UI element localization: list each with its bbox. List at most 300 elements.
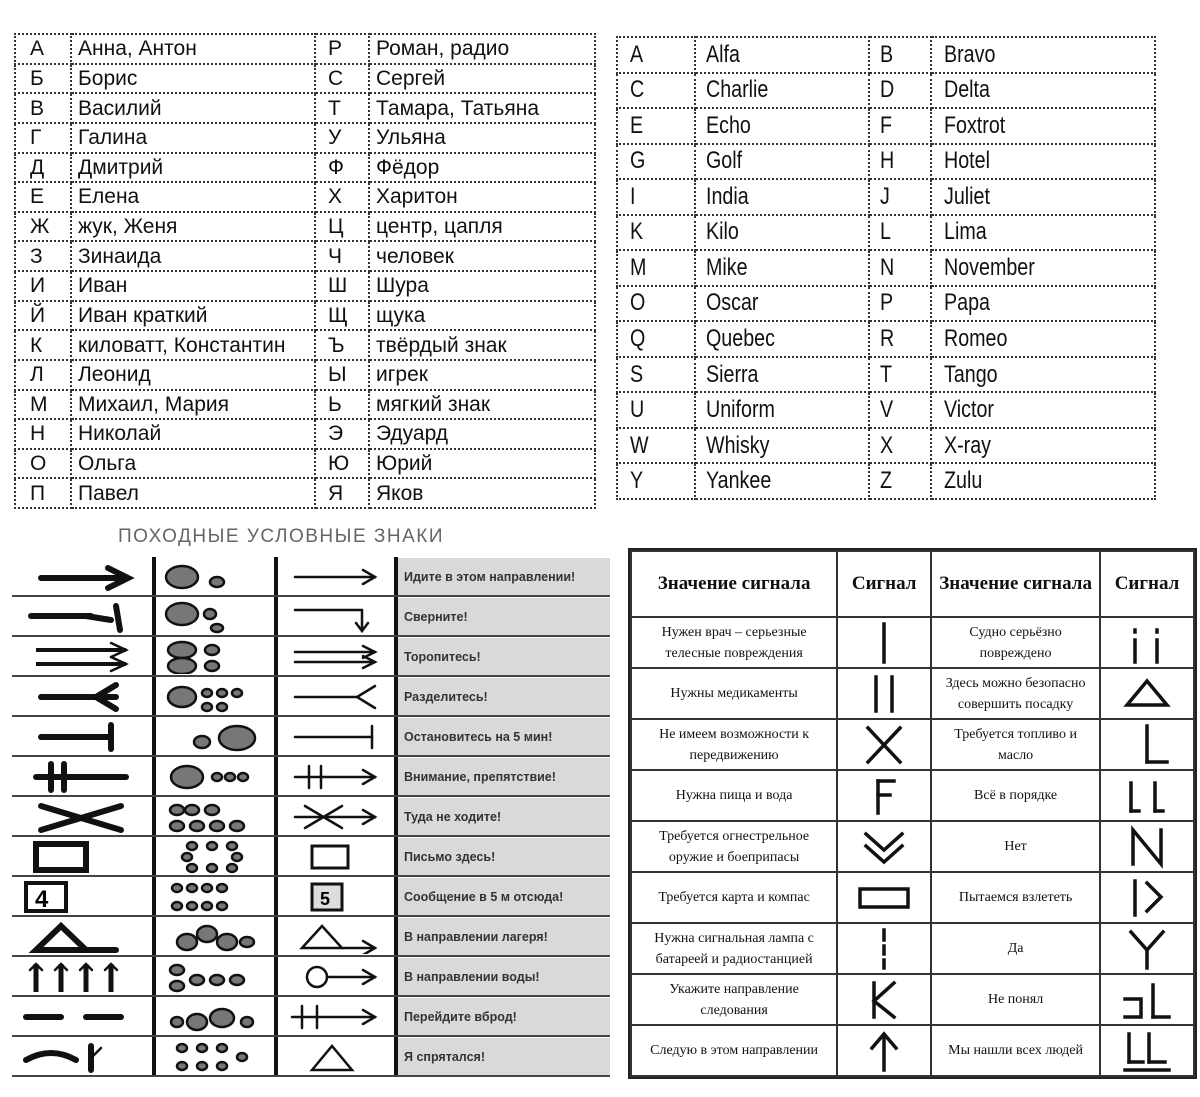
letter-cell: С [315, 64, 369, 94]
single-bar-icon [854, 620, 914, 666]
table-row [631, 821, 1194, 872]
branch-sign-icon [16, 800, 146, 834]
cell-text: X-ray [944, 431, 992, 459]
trail-sign-meaning: Внимание, препятствие! [398, 758, 610, 795]
table-row [15, 390, 595, 420]
letter-cell: Д [15, 153, 71, 183]
signal-meaning-left: Нужна сигнальная лампа с батареей и радиостанцией [631, 923, 837, 974]
letter-cell: Ы [315, 360, 369, 390]
letter-cell [869, 321, 931, 357]
cell-text: I [630, 182, 636, 210]
square-icon [287, 840, 387, 874]
table-row [631, 872, 1194, 923]
trail-sign-meaning: Туда не ходите! [398, 798, 610, 835]
signal-meaning-right: Мы нашли всех людей [931, 1025, 1100, 1076]
header-meaning-right: Значение сигнала [931, 551, 1100, 617]
word-cell: киловатт, Константин [71, 330, 315, 360]
stone-sign-icon [162, 920, 272, 954]
signal-meaning-right: Не понял [931, 974, 1100, 1025]
row-divider [12, 955, 610, 957]
letter-cell: Э [315, 419, 369, 449]
letter-cell: Г [15, 123, 71, 153]
stone-sign-icon [162, 640, 272, 674]
letter-cell [869, 392, 931, 428]
word-cell: Борис [71, 64, 315, 94]
row-divider [12, 635, 610, 637]
branch-sign-icon [16, 760, 146, 794]
signal-meaning-left: Нужен врач – серьезные телесные повреждения [631, 617, 837, 668]
circle-arrow-icon [287, 960, 387, 994]
signal-meaning-left: Не имеем возможности к передвижению [631, 719, 837, 770]
word-cell [931, 144, 1155, 180]
cell-text: Q [630, 325, 646, 353]
word-cell: центр, цапля [369, 212, 595, 242]
branch-sign-icon [16, 920, 146, 954]
K-mark-icon [854, 977, 914, 1023]
letter-cell [869, 250, 931, 286]
letter-cell [617, 250, 695, 286]
cell-text: V [880, 396, 894, 424]
obstacle-cross-arrow-icon [287, 760, 387, 794]
letter-cell: Х [315, 182, 369, 212]
signal-meaning-right: Всё в порядке [931, 770, 1100, 821]
turn-arrow-icon [287, 600, 387, 634]
letter-cell: Ю [315, 449, 369, 479]
signal-meaning-left: Нужна пища и вода [631, 770, 837, 821]
table-row [617, 144, 1155, 180]
cell-text: O [630, 289, 646, 317]
table-row [617, 108, 1155, 144]
trail-signs-title: ПОХОДНЫЕ УСЛОВНЫЕ ЗНАКИ [118, 526, 445, 547]
header-meaning-left: Значение сигнала [631, 551, 837, 617]
word-cell: Яков [369, 478, 595, 508]
word-cell: Василий [71, 93, 315, 123]
word-cell: Анна, Антон [71, 34, 315, 64]
cell-text: L [880, 218, 891, 246]
branch-sign-icon [16, 880, 146, 914]
word-cell [695, 215, 869, 251]
letter-cell: А [15, 34, 71, 64]
word-cell: Галина [71, 123, 315, 153]
word-cell [931, 357, 1155, 393]
letter-cell [869, 286, 931, 322]
trail-sign-meaning: Идите в этом направлении! [398, 558, 610, 595]
letter-cell [617, 286, 695, 322]
letter-cell: П [15, 478, 71, 508]
signal-cell-left [837, 821, 931, 872]
cell-text: Hotel [944, 147, 990, 175]
word-cell: Дмитрий [71, 153, 315, 183]
table-row [631, 1025, 1194, 1076]
word-cell: Эдуард [369, 419, 595, 449]
trail-signs-grid [12, 557, 610, 1077]
table-row [631, 974, 1194, 1025]
cell-text: Tango [944, 360, 998, 388]
table-row [15, 478, 595, 508]
cell-text: Mike [706, 253, 748, 281]
letter-cell: Л [15, 360, 71, 390]
up-arrow-icon [854, 1028, 914, 1074]
trail-sign-meaning: Разделитесь! [398, 678, 610, 715]
cell-text: J [880, 182, 890, 210]
trail-sign-meaning: В направлении воды! [398, 958, 610, 995]
table-row [617, 463, 1155, 499]
word-cell [695, 428, 869, 464]
signal-cell-right [1100, 872, 1194, 923]
branch-sign-icon [16, 600, 146, 634]
letter-cell [617, 392, 695, 428]
cell-text: Y [630, 467, 644, 495]
letter-cell: О [15, 449, 71, 479]
row-divider [12, 1035, 610, 1037]
cell-text: Uniform [706, 396, 775, 424]
cell-text: Golf [706, 147, 743, 175]
cell-text: K [630, 218, 644, 246]
letter-cell: М [15, 390, 71, 420]
table-row [617, 215, 1155, 251]
letter-cell: Б [15, 64, 71, 94]
cell-text: Charlie [706, 76, 769, 104]
cell-text: Zulu [944, 467, 983, 495]
letter-cell: Т [315, 93, 369, 123]
flag-mark-icon [1117, 875, 1177, 921]
word-cell: Роман, радио [369, 34, 595, 64]
stone-sign-icon [162, 760, 272, 794]
letter-cell: З [15, 241, 71, 271]
word-cell: Харитон [369, 182, 595, 212]
table-row [631, 617, 1194, 668]
table-row [631, 770, 1194, 821]
letter-cell [869, 144, 931, 180]
cell-text: Whisky [706, 431, 770, 459]
signal-cell-right [1100, 770, 1194, 821]
letter-cell: Ц [315, 212, 369, 242]
cell-text: H [880, 147, 895, 175]
word-cell: Ульяна [369, 123, 595, 153]
table-row [15, 64, 595, 94]
row-divider [12, 715, 610, 717]
letter-cell: И [15, 271, 71, 301]
table-row [15, 360, 595, 390]
branch-arrow-icon [287, 560, 387, 594]
trail-sign-meaning: Торопитесь! [398, 638, 610, 675]
signal-cell-right [1100, 668, 1194, 719]
cell-text: Echo [706, 111, 751, 139]
branch-sign-icon [16, 560, 146, 594]
word-cell [931, 428, 1155, 464]
cell-text: Delta [944, 76, 990, 104]
trail-sign-meaning: Сообщение в 5 м отсюда! [398, 878, 610, 915]
row-divider [12, 915, 610, 917]
ford-arrow-icon [287, 1000, 387, 1034]
cell-text: Z [880, 467, 893, 495]
cell-text: November [944, 253, 1035, 281]
letter-cell [869, 357, 931, 393]
table-row [617, 392, 1155, 428]
stone-sign-icon [162, 720, 272, 754]
letter-cell [869, 463, 931, 499]
table-row [15, 419, 595, 449]
signal-cell-right [1100, 719, 1194, 770]
stone-sign-icon [162, 680, 272, 714]
cell-text: S [630, 360, 644, 388]
trail-signs-panel [6, 520, 606, 1080]
header-signal-right: Сигнал [1100, 551, 1194, 617]
table-row [15, 93, 595, 123]
double-chevron-icon [854, 824, 914, 870]
table-row [15, 301, 595, 331]
nato-table-grid [616, 36, 1156, 500]
letter-cell: Е [15, 182, 71, 212]
N-mark-icon [1117, 824, 1177, 870]
word-cell: Леонид [71, 360, 315, 390]
word-cell [695, 463, 869, 499]
cell-text: R [880, 325, 895, 353]
branch-sign-icon [16, 720, 146, 754]
ground-signals-table [628, 548, 1197, 1079]
word-cell: Иван [71, 271, 315, 301]
cell-text: U [630, 396, 645, 424]
letter-cell: У [315, 123, 369, 153]
cell-text: T [880, 360, 893, 388]
cell-text: Papa [944, 289, 990, 317]
table-row [617, 37, 1155, 73]
letter-cell [869, 215, 931, 251]
table-row [617, 250, 1155, 286]
word-cell [695, 357, 869, 393]
cell-text: B [880, 40, 894, 68]
letter-cell [617, 73, 695, 109]
cell-text: Foxtrot [944, 111, 1006, 139]
word-cell: щука [369, 301, 595, 331]
row-divider [12, 595, 610, 597]
branch-sign-icon [16, 680, 146, 714]
cell-text: India [706, 182, 749, 210]
row-divider [12, 755, 610, 757]
word-cell [695, 108, 869, 144]
trail-sign-meaning: Письмо здесь! [398, 838, 610, 875]
branch-sign-icon [16, 1040, 146, 1074]
word-cell [695, 286, 869, 322]
word-cell: игрек [369, 360, 595, 390]
word-cell [695, 37, 869, 73]
dashed-bar-icon [854, 926, 914, 972]
word-cell: человек [369, 241, 595, 271]
letter-cell: К [15, 330, 71, 360]
branch-sign-icon [16, 1000, 146, 1034]
word-cell: Иван краткий [71, 301, 315, 331]
signal-cell-left [837, 1025, 931, 1076]
cell-text: G [630, 147, 646, 175]
letter-cell: Я [315, 478, 369, 508]
signal-cell-left [837, 923, 931, 974]
row-divider [12, 875, 610, 877]
LL-underlined-mark-icon [1117, 1028, 1177, 1074]
word-cell: Павел [71, 478, 315, 508]
signal-meaning-left: Укажите направление следования [631, 974, 837, 1025]
cell-text: A [630, 40, 644, 68]
word-cell [931, 215, 1155, 251]
word-cell [695, 144, 869, 180]
letter-cell: Ж [15, 212, 71, 242]
word-cell: Николай [71, 419, 315, 449]
nato-phonetic-table [616, 36, 1156, 500]
letter-cell [869, 179, 931, 215]
double-arrow-icon [287, 640, 387, 674]
signal-meaning-left: Нужны медикаменты [631, 668, 837, 719]
branch-sign-icon [16, 640, 146, 674]
cell-text: Bravo [944, 40, 996, 68]
cell-text: Lima [944, 218, 987, 246]
stone-sign-icon [162, 1000, 272, 1034]
table-row [617, 286, 1155, 322]
letter-cell [617, 463, 695, 499]
word-cell: Елена [71, 182, 315, 212]
table-row [617, 179, 1155, 215]
word-cell: Сергей [369, 64, 595, 94]
letter-cell [869, 73, 931, 109]
stone-sign-icon [162, 560, 272, 594]
word-cell [931, 73, 1155, 109]
word-cell: твёрдый знак [369, 330, 595, 360]
cell-text: D [880, 76, 895, 104]
cell-text: M [630, 253, 647, 281]
table-row [15, 34, 595, 64]
letter-cell [869, 37, 931, 73]
row-divider [12, 995, 610, 997]
table-row [15, 153, 595, 183]
signal-meaning-right: Да [931, 923, 1100, 974]
ground-signals-header-row [631, 551, 1194, 617]
double-bar-icon [854, 671, 914, 717]
signal-cell-left [837, 719, 931, 770]
letter-cell [617, 37, 695, 73]
split-arrow-icon [287, 680, 387, 714]
cell-text: Romeo [944, 325, 1008, 353]
trail-sign-digit: 5 [320, 889, 331, 909]
row-divider [12, 795, 610, 797]
stone-sign-icon [162, 960, 272, 994]
word-cell [931, 463, 1155, 499]
signal-meaning-left: Требуется огнестрельное оружие и боеприпасы [631, 821, 837, 872]
table-row [617, 321, 1155, 357]
cell-text: E [630, 111, 644, 139]
letter-cell: В [15, 93, 71, 123]
stone-sign-icon [162, 1040, 272, 1074]
Y-mark-icon [1117, 926, 1177, 972]
letter-cell: Ъ [315, 330, 369, 360]
signal-meaning-right: Требуется топливо и масло [931, 719, 1100, 770]
stone-sign-icon [162, 840, 272, 874]
trail-sign-meaning: В направлении лагеря! [398, 918, 610, 955]
word-cell [695, 392, 869, 428]
table-row [15, 182, 595, 212]
signal-cell-left [837, 770, 931, 821]
word-cell [695, 73, 869, 109]
word-cell: Юрий [369, 449, 595, 479]
word-cell [931, 37, 1155, 73]
triangle-icon [1117, 671, 1177, 717]
stone-sign-icon [162, 880, 272, 914]
L-mark-icon [1117, 722, 1177, 768]
trail-sign-meaning: Я спрятался! [398, 1038, 610, 1075]
word-cell [931, 179, 1155, 215]
letter-cell: Й [15, 301, 71, 331]
table-row [15, 271, 595, 301]
signal-cell-left [837, 668, 931, 719]
trail-sign-digit: 4 [35, 886, 49, 913]
word-cell [931, 286, 1155, 322]
cell-text: Victor [944, 396, 994, 424]
cell-text: Juliet [944, 182, 990, 210]
letter-cell [869, 108, 931, 144]
header-signal-left: Сигнал [837, 551, 931, 617]
word-cell: Зинаида [71, 241, 315, 271]
table-row [15, 330, 595, 360]
row-divider [12, 835, 610, 837]
cell-text: Yankee [706, 467, 772, 495]
LL-mark-icon [1117, 773, 1177, 819]
numbered-square-icon [287, 880, 387, 914]
letter-cell: Ь [315, 390, 369, 420]
cell-text: Oscar [706, 289, 759, 317]
table-row [631, 719, 1194, 770]
word-cell: Михаил, Мария [71, 390, 315, 420]
row-divider [12, 675, 610, 677]
table-row [631, 923, 1194, 974]
letter-cell: Р [315, 34, 369, 64]
trail-sign-meaning: Сверните! [398, 598, 610, 635]
russian-table-grid [14, 33, 596, 509]
table-row [15, 123, 595, 153]
word-cell [695, 250, 869, 286]
ground-signals-grid [630, 550, 1195, 1077]
cell-text: N [880, 253, 895, 281]
letter-cell [617, 108, 695, 144]
letter-cell [617, 179, 695, 215]
word-cell [931, 250, 1155, 286]
signal-meaning-left: Требуется карта и компас [631, 872, 837, 923]
table-row [631, 668, 1194, 719]
cell-text: C [630, 76, 645, 104]
signal-meaning-right: Пытаемся взлететь [931, 872, 1100, 923]
letter-cell [617, 215, 695, 251]
stone-sign-icon [162, 800, 272, 834]
cell-text: Alfa [706, 40, 740, 68]
table-row [617, 73, 1155, 109]
JL-mark-icon [1117, 977, 1177, 1023]
cell-text: P [880, 289, 894, 317]
word-cell [695, 179, 869, 215]
dotted-bars-icon [1117, 620, 1177, 666]
trail-sign-meaning: Остановитесь на 5 мин! [398, 718, 610, 755]
letter-cell: Н [15, 419, 71, 449]
trail-sign-meaning: Перейдите вброд! [398, 998, 610, 1035]
rectangle-icon [854, 875, 914, 921]
row-divider [12, 1075, 610, 1077]
signal-cell-right [1100, 617, 1194, 668]
letter-cell: Ч [315, 241, 369, 271]
cell-text: Sierra [706, 360, 759, 388]
triangle-icon [287, 1040, 387, 1074]
signal-cell-right [1100, 923, 1194, 974]
word-cell: Тамара, Татьяна [369, 93, 595, 123]
cell-text: W [630, 431, 649, 459]
signal-meaning-left: Следую в этом направлении [631, 1025, 837, 1076]
letter-cell [869, 428, 931, 464]
signal-cell-left [837, 872, 931, 923]
table-row [15, 212, 595, 242]
